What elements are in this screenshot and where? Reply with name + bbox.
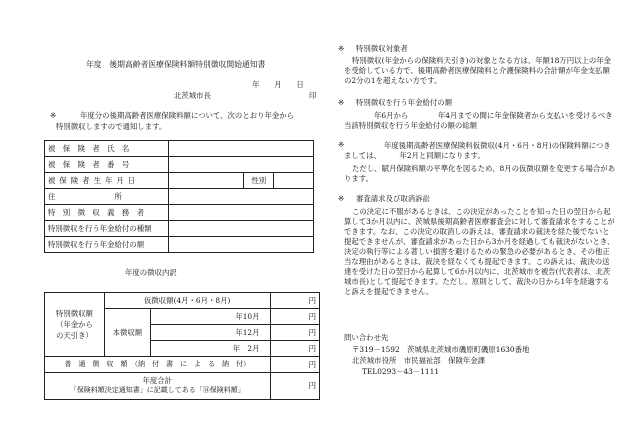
yen-unit: 円 <box>270 325 320 341</box>
normal-collection-label: 普 通 徴 収 額 （納 付 書 に よ る 納 付） <box>45 357 271 373</box>
yen-unit: 円 <box>270 293 320 309</box>
sender-name: 北茨城市長 <box>174 91 211 100</box>
special-collection-label <box>45 293 105 357</box>
intro-text: 年度分の後期高齢者医療保険料額について、次のとおり年金から <box>80 111 295 120</box>
feb-label: 年 2月 <box>150 341 270 357</box>
section-3-body-2: ただし、賦月保険料額の平準化を図るため、8月の仮徴収額を変更する場合があります。 <box>344 164 616 183</box>
oct-label: 年10月 <box>150 309 270 325</box>
yen-unit: 円 <box>270 341 320 357</box>
section-4-heading: 審査請求及び取消訴訟 <box>356 194 430 203</box>
row-label: 特別徴収を行う年金給付の種類 <box>45 221 169 237</box>
dec-label: 年12月 <box>150 325 270 341</box>
section-1-mark: ※ <box>338 44 345 53</box>
total-line: 「保険料額決定通知書」に記載してある「⑭保険料額」 <box>69 386 245 395</box>
row-value <box>168 237 313 253</box>
document-title: 年度 後期高齢者医療保険料額特別徴収開始通知書 <box>86 60 266 69</box>
row-value <box>168 189 313 205</box>
gender-value <box>274 173 314 189</box>
table-row <box>45 157 314 173</box>
row-label: 特 別 徴 収 義 務 者 <box>45 205 169 221</box>
intro-text-2: 特別徴収しますので通知します。 <box>56 122 167 131</box>
date-line: 年 月 日 <box>252 80 304 89</box>
table-row <box>45 293 320 309</box>
table-row <box>45 373 320 400</box>
group-label-line: （年金から <box>55 319 93 329</box>
yen-unit: 円 <box>270 357 320 373</box>
table-row <box>45 205 314 221</box>
contact-address: 〒319－1592 茨城県北茨城市磯原町磯原1630番地 <box>352 345 530 354</box>
section-2-heading: 特別徴収を行う年金給付の額 <box>356 98 453 107</box>
row-label: 住 所 <box>45 189 169 205</box>
insured-info-table <box>44 140 314 253</box>
contact-department: 北茨城市役所 市民福祉部 保険年金課 <box>352 356 486 365</box>
row-value <box>168 141 313 157</box>
provisional-label: 仮徴収額(4月・6月・8月) <box>104 293 270 309</box>
table-row <box>45 189 314 205</box>
total-line: 年度合計 <box>142 375 173 385</box>
table-row <box>45 141 314 157</box>
section-4-body: この決定に不服があるときは、この決定があったことを知った日の翌日から起算して3か月以内に、茨城県後期高齢者医療審査会に対して審査請求をすることができます。なお、この決定の取消しの訴えは、審査請求の裁決を経た後でないと提起できませんが、審査請求があった日から3か月を経過しても裁決がないとき、決定の執行等による著しい損害を避けるための緊急の必要があるとき、その他正当な理由があるときは、裁決を経なくても提起できます。この訴えは、裁決の送達を受けた日の翌日から起算して6か月以内に、北茨城市を被告(代表者は、北茨城市長)として提起できます。ただし、原則として、裁決の日から1年を経過すると訴えを提起できません。 <box>344 207 615 296</box>
section-3-body: 年度後期高齢者医療保険料仮徴収(4月・6月・8月)の保険料額につきましては、 年2月と同額になります。 <box>344 141 611 160</box>
row-value <box>168 205 313 221</box>
row-label: 被 保 険 者 番 号 <box>45 157 169 173</box>
breakdown-title: 年度の徴収内訳 <box>125 268 177 277</box>
section-3-mark: ※ <box>338 140 345 149</box>
section-4-mark: ※ <box>338 194 345 203</box>
row-label: 被保険者生年月日 <box>45 173 169 189</box>
table-row <box>45 173 314 189</box>
breakdown-table <box>44 292 320 400</box>
yen-unit: 円 <box>270 309 320 325</box>
section-1-body: 特別徴収(年金からの保険料天引き)の対象となる方は、年額18万円以上の年金を受給している方で、後期高齢者医療保険料と介護保険料の合計額が年金支払額の2分の1を超えない方です。 <box>344 56 612 85</box>
contact-phone: TEL0293－43－1111 <box>362 367 440 376</box>
table-row <box>45 221 314 237</box>
group-label-line: 特別徴収額 <box>55 308 93 318</box>
group-label-line: の天引き） <box>55 331 93 341</box>
main-collection-label: 本徴収額 <box>104 309 150 357</box>
seal-mark: 印 <box>309 91 317 100</box>
contact-heading: 問い合わせ先 <box>344 333 389 342</box>
row-value <box>168 157 313 173</box>
row-label: 被 保 険 者 氏 名 <box>45 141 169 157</box>
gender-label: 性別 <box>244 173 274 189</box>
row-value <box>168 173 243 189</box>
row-value <box>168 221 313 237</box>
section-2-mark: ※ <box>338 98 345 107</box>
table-row <box>45 357 320 373</box>
intro-mark: ※ <box>50 111 57 120</box>
row-label: 特別徴収を行う年金給付の額 <box>45 237 169 253</box>
yen-unit: 円 <box>270 373 320 400</box>
section-1-heading: 特別徴収対象者 <box>356 44 408 53</box>
total-label <box>45 373 271 400</box>
table-row <box>45 237 314 253</box>
section-2-body: 年6月から 年4月までの間に年金保険者から支払いを受けるべき当該特別徴収を行う年金給付の額の総額 <box>344 111 613 130</box>
